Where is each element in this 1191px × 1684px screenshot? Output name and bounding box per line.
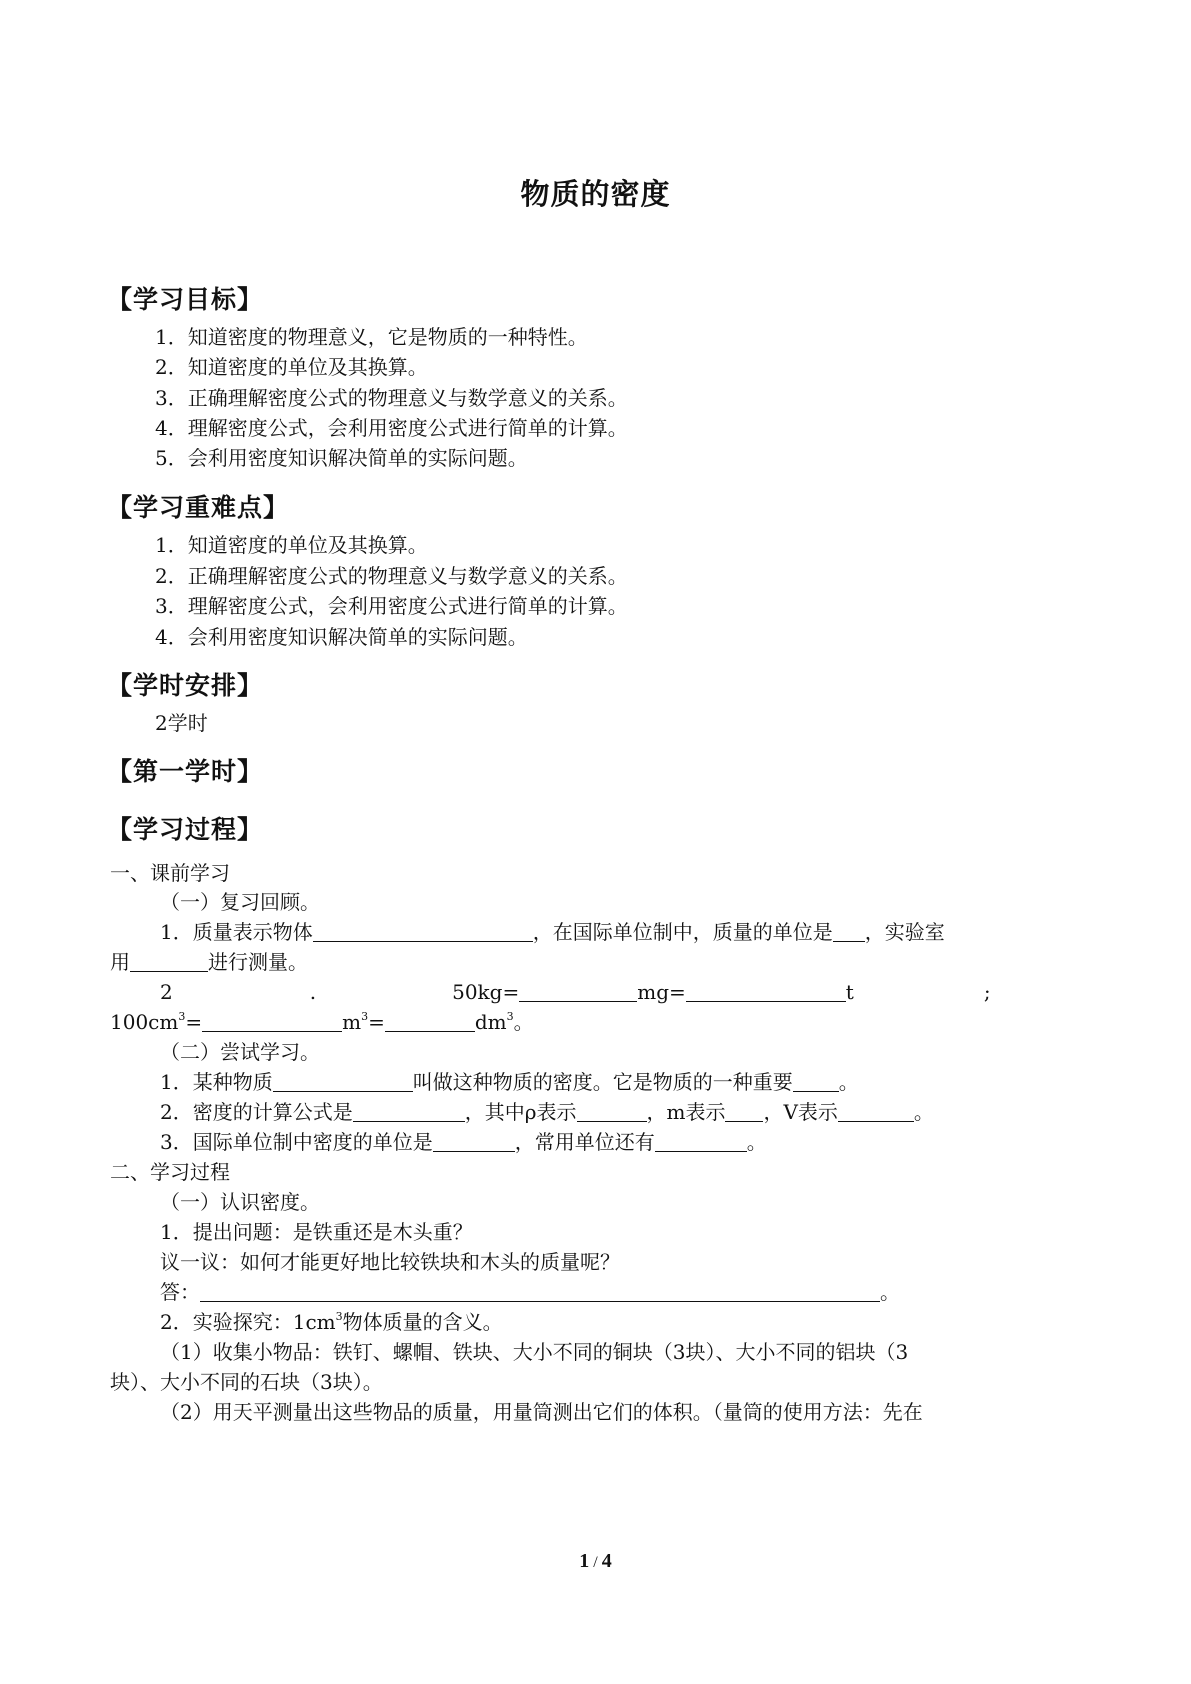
subsection-try: （二）尝试学习。 [160, 1040, 320, 1064]
question-line: $100cm^3= m^3= dm^3$。 [110, 1010, 534, 1034]
key-item: 1．知道密度的单位及其换算。 [155, 533, 428, 557]
answer-blank[interactable] [655, 1130, 747, 1152]
key-item: 4．会利用密度知识解决简单的实际问题。 [155, 625, 528, 649]
section-heading-key: 【学习重难点】 [107, 493, 290, 522]
paragraph: 2．实验探究：$1cm^3$物体质量的含义。 [160, 1310, 503, 1334]
goal-item: 1．知道密度的物理意义，它是物质的一种特性。 [155, 325, 588, 349]
goal-item: 3．正确理解密度公式的物理意义与数学意义的关系。 [155, 386, 628, 410]
answer-blank[interactable] [385, 1010, 475, 1032]
subsection-learning-process: 二、学习过程 [110, 1160, 230, 1184]
answer-blank[interactable] [313, 920, 533, 942]
subsection-pre-study: 一、课前学习 [110, 861, 230, 885]
section-heading-schedule: 【学时安排】 [107, 671, 264, 700]
answer-blank[interactable] [273, 1070, 413, 1092]
subsection-know-density: （一）认识密度。 [160, 1190, 320, 1214]
section-heading-goals: 【学习目标】 [107, 285, 264, 314]
paragraph: 块）、大小不同的石块（3块）。 [110, 1370, 383, 1394]
question-line: 2．密度的计算公式是 ，其中ρ表示 ，m表示 ，V表示 。 [160, 1100, 934, 1124]
page-title: 物质的密度 [520, 177, 671, 211]
answer-blank[interactable] [130, 950, 208, 972]
question-line: 2 . 50kg= mg= t ; [160, 980, 991, 1004]
paragraph: 议一议：如何才能更好地比较铁块和木头的质量呢？ [160, 1250, 620, 1274]
page-number: 1 / 4 [579, 1550, 612, 1572]
answer-blank[interactable] [202, 1010, 342, 1032]
answer-blank[interactable] [793, 1070, 839, 1092]
paragraph: （2）用天平测量出这些物品的质量，用量筒测出它们的体积。（量筒的使用方法：先在 [160, 1400, 923, 1424]
paragraph: 1．提出问题：是铁重还是木头重？ [160, 1220, 473, 1244]
question-line: 1．质量表示物体 ，在国际单位制中，质量的单位是 ，实验室 [160, 920, 945, 944]
answer-blank[interactable] [686, 980, 846, 1002]
question-line: 答： 。 [160, 1280, 900, 1304]
question-line: 3．国际单位制中密度的单位是 ，常用单位还有 。 [160, 1130, 767, 1154]
goal-item: 5．会利用密度知识解决简单的实际问题。 [155, 446, 528, 470]
answer-blank[interactable] [577, 1100, 647, 1122]
section-heading-process: 【学习过程】 [107, 815, 264, 844]
answer-blank[interactable] [838, 1100, 914, 1122]
question-line: 1．某种物质 叫做这种物质的密度。它是物质的一种重要 。 [160, 1070, 859, 1094]
goal-item: 4．理解密度公式，会利用密度公式进行简单的计算。 [155, 416, 628, 440]
key-item: 3．理解密度公式，会利用密度公式进行简单的计算。 [155, 594, 628, 618]
question-line: 用 进行测量。 [110, 950, 308, 974]
schedule-text: 2学时 [155, 711, 208, 735]
answer-blank[interactable] [200, 1280, 880, 1302]
goal-item: 2．知道密度的单位及其换算。 [155, 355, 428, 379]
answer-blank[interactable] [519, 980, 637, 1002]
section-heading-first-period: 【第一学时】 [107, 757, 264, 786]
answer-blank[interactable] [833, 920, 865, 942]
answer-blank[interactable] [353, 1100, 465, 1122]
key-item: 2．正确理解密度公式的物理意义与数学意义的关系。 [155, 564, 628, 588]
paragraph: （1）收集小物品：铁钉、螺帽、铁块、大小不同的铜块（3块）、大小不同的铝块（3 [160, 1340, 909, 1364]
subsection-review: （一）复习回顾。 [160, 890, 320, 914]
answer-blank[interactable] [725, 1100, 763, 1122]
answer-blank[interactable] [433, 1130, 515, 1152]
